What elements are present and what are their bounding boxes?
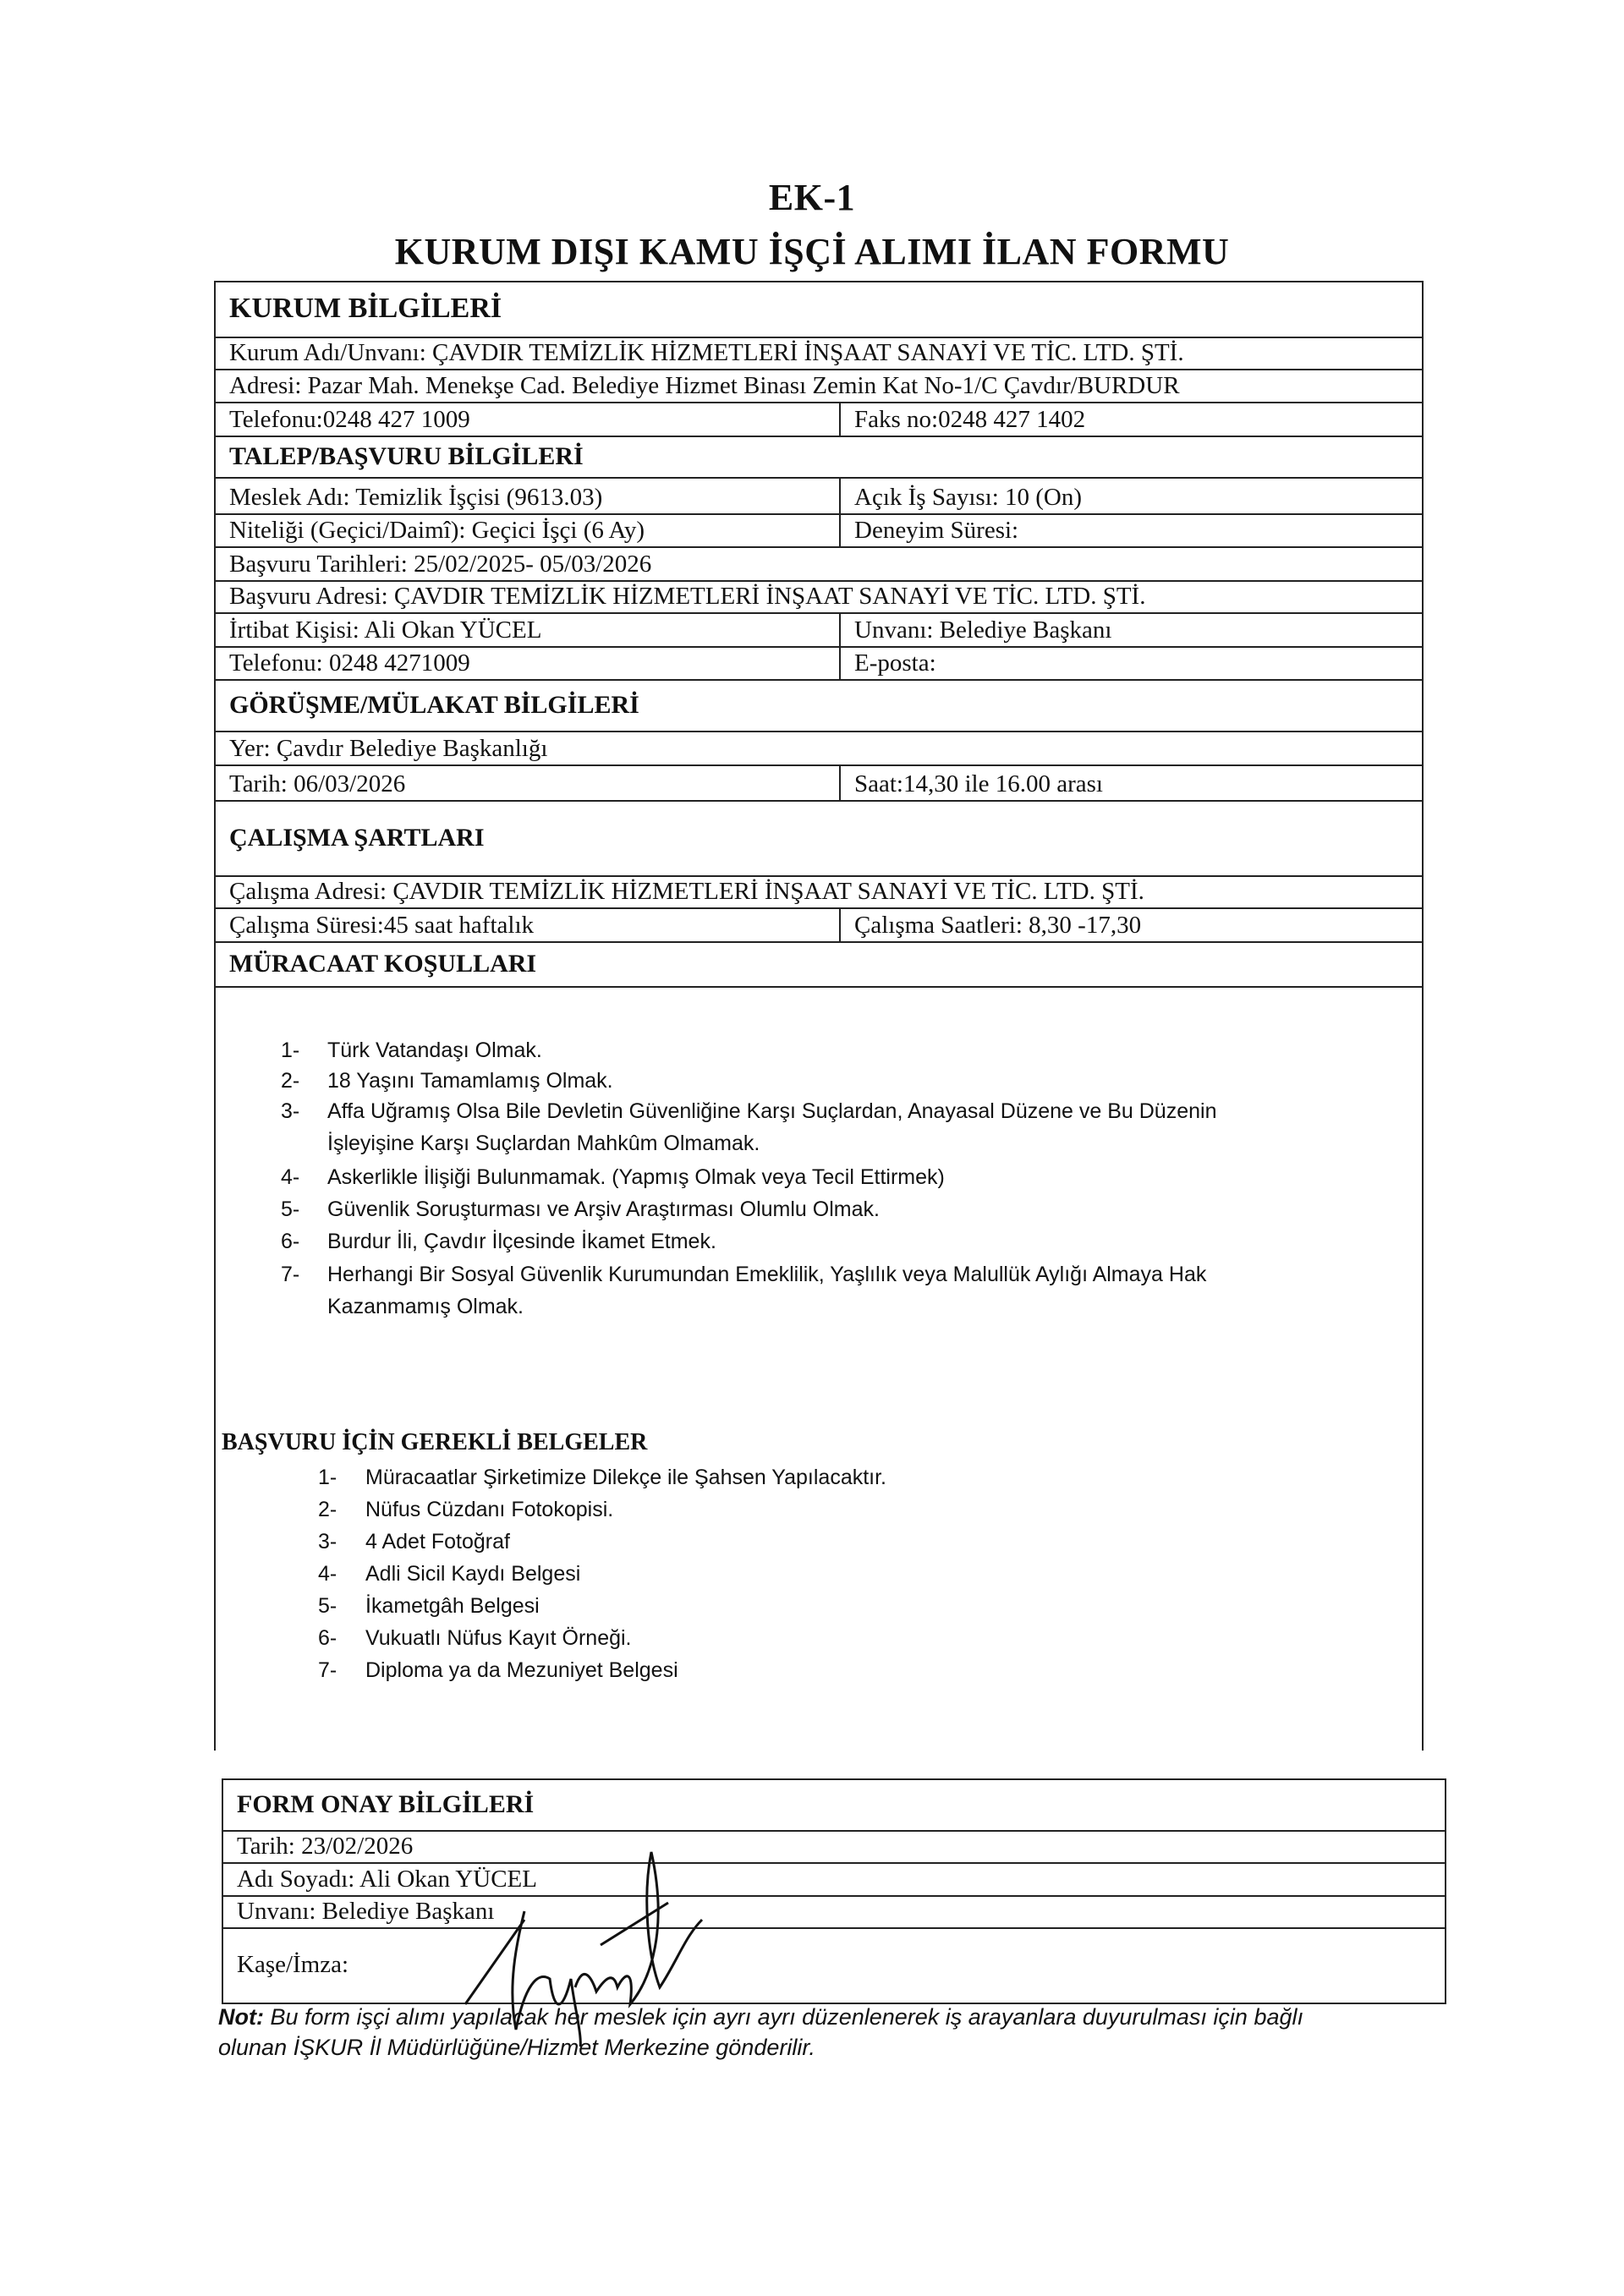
- job-nature: Niteliği (Geçici/Daimî): Geçici İşçi (6 Ay): [229, 517, 645, 544]
- section-heading-muracaat: MÜRACAAT KOŞULLARI: [229, 949, 537, 978]
- experience: Deneyim Süresi:: [839, 515, 1422, 546]
- application-address: Başvuru Adresi: ÇAVDIR TEMİZLİK HİZMETLERİ İNŞAAT SANAYİ VE TİC. LTD. ŞTİ.: [229, 583, 1146, 610]
- work-hours: Çalışma Saatleri: 8,30 -17,30: [839, 909, 1422, 941]
- stamp-signature-label: Kaşe/İmza:: [237, 1951, 349, 1978]
- section-heading-calisma: ÇALIŞMA ŞARTLARI: [229, 823, 485, 852]
- approver-name: Adı Soyadı: Ali Okan YÜCEL: [237, 1866, 537, 1893]
- application-dates: Başvuru Tarihleri: 25/02/2025- 05/03/2026: [229, 551, 652, 578]
- kurum-name: Kurum Adı/Unvanı: ÇAVDIR TEMİZLİK HİZMETLERİ İNŞAAT SANAYİ VE TİC. LTD. ŞTİ.: [229, 339, 1184, 366]
- interview-date: Tarih: 06/03/2026: [229, 770, 406, 797]
- work-duration: Çalışma Süresi:45 saat haftalık: [229, 912, 535, 939]
- work-address: Çalışma Adresi: ÇAVDIR TEMİZLİK HİZMETLERİ İNŞAAT SANAYİ VE TİC. LTD. ŞTİ.: [229, 878, 1144, 905]
- section-heading-kurum: KURUM BİLGİLERİ: [229, 293, 502, 324]
- kurum-phone: Telefonu:0248 427 1009: [229, 406, 470, 433]
- occupation: Meslek Adı: Temizlik İşçisi (9613.03): [229, 484, 603, 511]
- section-heading-onay: FORM ONAY BİLGİLERİ: [237, 1789, 535, 1818]
- form-title: KURUM DIŞI KAMU İŞÇİ ALIMI İLAN FORMU: [394, 231, 1230, 272]
- footnote: Not: Bu form işçi alımı yapılacak her meslek için ayrı ayrı düzenlenerek iş arayanlara duyurulması için bağlı: [218, 2004, 1303, 2030]
- section-heading-belgeler: BAŞVURU İÇİN GEREKLİ BELGELER: [222, 1429, 648, 1455]
- contact-person: İrtibat Kişisi: Ali Okan YÜCEL: [229, 616, 542, 644]
- contact-phone: Telefonu: 0248 4271009: [229, 649, 470, 677]
- contact-email: E-posta:: [839, 648, 1422, 679]
- interview-time: Saat:14,30 ile 16.00 arası: [839, 766, 1422, 800]
- approver-title: Unvanı: Belediye Başkanı: [237, 1898, 495, 1925]
- annex-label: EK-1: [768, 177, 856, 218]
- interview-place: Yer: Çavdır Belediye Başkanlığı: [229, 735, 548, 762]
- approval-date: Tarih: 23/02/2026: [237, 1833, 414, 1860]
- approval-table: [222, 1778, 1446, 2004]
- kurum-address: Adresi: Pazar Mah. Menekşe Cad. Belediye Hizmet Binası Zemin Kat No-1/C Çavdır/BURDUR: [229, 372, 1180, 399]
- contact-title: Unvanı: Belediye Başkanı: [839, 614, 1422, 646]
- kurum-fax: Faks no:0248 427 1402: [839, 403, 1422, 436]
- footnote-line2: olunan İŞKUR İl Müdürlüğüne/Hizmet Merkezine gönderilir.: [218, 2035, 815, 2060]
- open-positions: Açık İş Sayısı: 10 (On): [839, 479, 1422, 513]
- section-heading-talep: TALEP/BAŞVURU BİLGİLERİ: [229, 441, 584, 470]
- section-heading-gorusme: GÖRÜŞME/MÜLAKAT BİLGİLERİ: [229, 690, 639, 719]
